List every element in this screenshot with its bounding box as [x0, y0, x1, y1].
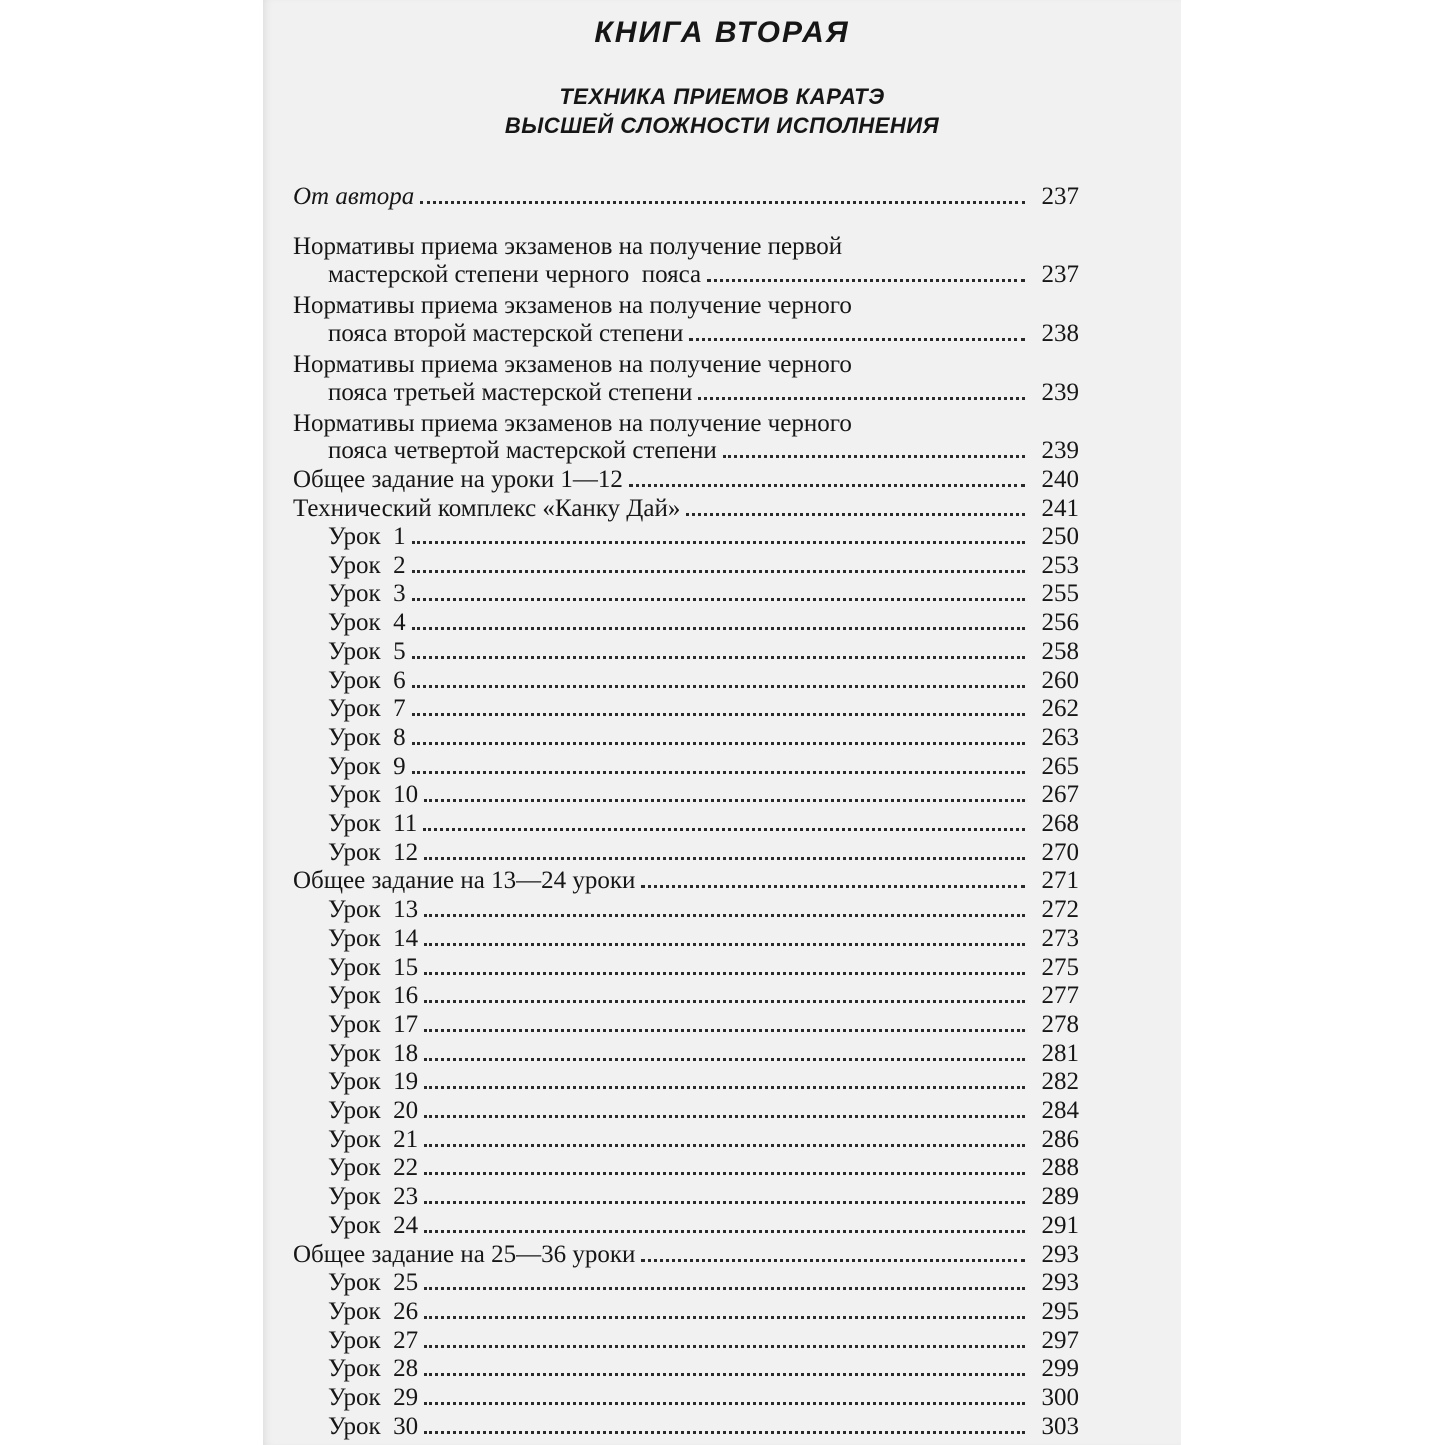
section-title-line-2: ВЫСШЕЙ СЛОЖНОСТИ ИСПОЛНЕНИЯ	[504, 113, 940, 138]
toc-entry-label: Урок 25	[328, 1269, 419, 1297]
toc-page-number: 262	[1041, 695, 1079, 723]
toc-page-number: 263	[1041, 723, 1079, 751]
toc-entry-label: От автора	[293, 183, 415, 210]
toc-entry-label: Урок 17	[328, 1010, 419, 1038]
toc-page-number: 271	[1041, 867, 1079, 895]
toc-entry-label: Урок 19	[328, 1068, 419, 1096]
dot-leader	[412, 598, 1025, 601]
dot-leader	[424, 1201, 1025, 1204]
toc-entry-label: Урок 12	[328, 838, 419, 866]
toc-entry-norms-2[interactable]	[328, 319, 1079, 348]
toc-page-number: 260	[1041, 666, 1079, 694]
toc-entry-lesson[interactable]	[328, 637, 1079, 666]
dot-leader	[420, 201, 1025, 204]
toc-entry-lesson[interactable]	[328, 551, 1079, 580]
toc-entry-label: Урок 22	[328, 1154, 419, 1182]
toc-page-number: 240	[1041, 466, 1079, 493]
toc-page-number: 255	[1041, 580, 1079, 608]
toc-page-number: 299	[1041, 1355, 1079, 1383]
dot-leader	[424, 1402, 1025, 1405]
dot-leader	[424, 914, 1025, 917]
toc-page-number: 256	[1041, 609, 1079, 637]
toc-entry-lesson[interactable]	[328, 1354, 1079, 1383]
toc-page-number: 241	[1041, 495, 1079, 522]
toc-page-number: 267	[1041, 781, 1079, 809]
toc-page-number: 258	[1041, 637, 1079, 665]
toc-entry-lesson[interactable]	[328, 752, 1079, 781]
dot-leader	[423, 828, 1025, 831]
dot-leader	[412, 771, 1025, 774]
toc-entry-lesson[interactable]	[328, 1125, 1079, 1154]
section-title-line-1: ТЕХНИКА ПРИЕМОВ КАРАТЭ	[559, 84, 885, 109]
toc-page-number: 291	[1041, 1211, 1079, 1239]
toc-entry-lesson[interactable]	[328, 1383, 1079, 1412]
toc-page-number: 293	[1041, 1269, 1079, 1297]
toc-entry-lesson[interactable]	[328, 723, 1079, 752]
toc-entry-label: Урок 11	[328, 810, 418, 837]
dot-leader	[424, 1431, 1025, 1434]
dot-leader	[412, 541, 1025, 544]
toc-page-number: 237	[1041, 261, 1079, 288]
toc-entry-task-13-24[interactable]	[293, 866, 1079, 895]
toc-page-number: 239	[1041, 437, 1079, 464]
toc-page-number: 265	[1041, 752, 1079, 780]
toc-entry-label: пояса третьей мастерской степени	[328, 379, 693, 406]
toc-entry-lesson[interactable]	[328, 895, 1079, 924]
dot-leader	[641, 885, 1025, 888]
toc-entry-label: Урок 7	[328, 695, 406, 723]
toc-entry-lesson[interactable]	[328, 522, 1079, 551]
toc-entry-label: Урок 16	[328, 982, 419, 1010]
dot-leader	[412, 570, 1025, 573]
toc-page-number: 282	[1041, 1068, 1079, 1096]
toc-entry-lesson[interactable]	[328, 579, 1079, 608]
toc-entry-lesson[interactable]	[328, 1268, 1079, 1297]
toc-entry-lesson[interactable]	[328, 1096, 1079, 1125]
toc-page-number: 278	[1041, 1010, 1079, 1038]
dot-leader	[689, 338, 1025, 341]
dot-leader	[424, 1058, 1025, 1061]
toc-entry-lesson[interactable]	[328, 780, 1079, 809]
toc-entry-label: пояса второй мастерской степени	[328, 320, 684, 347]
toc-entry-complex[interactable]	[293, 494, 1079, 523]
dot-leader	[424, 1086, 1025, 1089]
toc-entry-lesson[interactable]	[328, 953, 1079, 982]
toc-entry-norms-4[interactable]	[328, 436, 1079, 465]
dot-leader	[424, 799, 1025, 802]
toc-entry-lesson[interactable]	[328, 838, 1079, 867]
dot-leader	[412, 656, 1025, 659]
toc-entry-task-25-36[interactable]	[293, 1240, 1079, 1269]
toc-entry-label: Урок 20	[328, 1097, 419, 1124]
dot-leader	[412, 685, 1025, 688]
dot-leader	[424, 1287, 1025, 1290]
toc-entry-label: Общее задание на 25—36 уроки	[293, 1240, 636, 1268]
toc-entry-label-line-1[interactable]: Нормативы приема экзаменов на получение черного	[293, 351, 852, 378]
toc-page-number: 286	[1041, 1125, 1079, 1153]
dot-leader	[424, 1029, 1025, 1032]
toc-entry-label: Урок 1	[328, 523, 406, 550]
toc-entry-lesson[interactable]	[328, 1326, 1079, 1355]
toc-entry-label: Урок 26	[328, 1297, 419, 1325]
toc-entry-label: пояса четвертой мастерской степени	[328, 437, 717, 464]
toc-entry-lesson[interactable]	[328, 1182, 1079, 1211]
toc-entry-label: Урок 4	[328, 609, 406, 637]
toc-page-number: 250	[1041, 523, 1079, 550]
dot-leader	[424, 857, 1025, 860]
dot-leader	[424, 943, 1025, 946]
dot-leader	[424, 1172, 1025, 1175]
toc-entry-label: Урок 8	[328, 723, 406, 751]
dot-leader	[412, 627, 1025, 630]
toc-page-number: 272	[1041, 896, 1079, 924]
toc-entry-lesson[interactable]	[328, 924, 1079, 953]
toc-entry-label: Урок 5	[328, 637, 406, 665]
toc-entry-label: Урок 23	[328, 1183, 419, 1211]
toc-entry-label-line-1[interactable]: Нормативы приема экзаменов на получение черного	[293, 410, 852, 437]
toc-entry-norms-1[interactable]	[328, 260, 1079, 289]
toc-entry-label: Урок 30	[328, 1412, 419, 1440]
toc-entry-label: Урок 10	[328, 781, 419, 809]
toc-entry-label: Урок 13	[328, 896, 419, 924]
toc-entry-lesson[interactable]	[328, 608, 1079, 637]
toc-entry-label: Урок 27	[328, 1326, 419, 1354]
dot-leader	[424, 1345, 1025, 1348]
toc-entry-label: Урок 18	[328, 1039, 419, 1067]
dot-leader	[424, 1000, 1025, 1003]
toc-page-number: 288	[1041, 1154, 1079, 1182]
toc-entry-label: Технический комплекс «Канку Дай»	[293, 495, 681, 522]
toc-entry-task-1-12[interactable]	[293, 465, 1079, 494]
toc-page-number: 281	[1041, 1039, 1079, 1067]
toc-page-number: 303	[1041, 1412, 1079, 1440]
toc-entry-lesson[interactable]	[328, 1067, 1079, 1096]
toc-entry-label: Урок 24	[328, 1211, 419, 1239]
toc-entry-lesson[interactable]	[328, 1297, 1079, 1326]
dot-leader	[707, 279, 1025, 282]
dot-leader	[641, 1259, 1025, 1262]
toc-entry-label: Урок 2	[328, 551, 406, 579]
toc-page-number: 239	[1041, 379, 1079, 406]
toc-entry-label: Урок 14	[328, 924, 419, 952]
toc-entry-norms-3[interactable]	[328, 378, 1079, 407]
toc-entry-label-line-1[interactable]: Нормативы приема экзаменов на получение черного	[293, 292, 852, 319]
toc-entry-lesson[interactable]	[328, 666, 1079, 695]
toc-page-number: 295	[1041, 1297, 1079, 1325]
toc-page-number: 297	[1041, 1326, 1079, 1354]
dot-leader	[629, 484, 1025, 487]
dot-leader	[412, 713, 1025, 716]
toc-entry-lesson[interactable]	[328, 1010, 1079, 1039]
toc-entry-label: Урок 29	[328, 1384, 419, 1411]
dot-leader	[698, 397, 1025, 400]
toc-page-number: 237	[1041, 183, 1079, 210]
toc-entry-label: Урок 6	[328, 666, 406, 694]
toc-page-number: 270	[1041, 838, 1079, 866]
toc-page-number: 273	[1041, 924, 1079, 952]
toc-entry-lesson[interactable]	[328, 981, 1079, 1010]
dot-leader	[424, 1230, 1025, 1233]
dot-leader	[424, 972, 1025, 975]
dot-leader	[424, 1373, 1025, 1376]
toc-page-number: 268	[1041, 810, 1079, 837]
toc-entry-label: Общее задание на уроки 1—12	[293, 466, 623, 493]
dot-leader	[424, 1144, 1025, 1147]
toc-entry-lesson[interactable]	[328, 1039, 1079, 1068]
toc-page-number: 275	[1041, 953, 1079, 981]
toc-page-number: 277	[1041, 982, 1079, 1010]
toc-entry-lesson[interactable]	[328, 694, 1079, 723]
toc-entry-lesson[interactable]	[328, 1412, 1079, 1441]
toc-page-number: 293	[1041, 1240, 1079, 1268]
dot-leader	[412, 742, 1025, 745]
toc-entry-lesson[interactable]	[328, 1211, 1079, 1240]
toc-entry-from-author[interactable]	[293, 182, 1079, 211]
toc-page-number: 300	[1041, 1384, 1079, 1411]
book-page	[263, 0, 1181, 1445]
toc-entry-lesson[interactable]	[328, 809, 1079, 838]
dot-leader	[424, 1115, 1025, 1118]
table-of-contents	[263, 0, 1181, 1445]
toc-entry-label-line-1[interactable]: Нормативы приема экзаменов на получение первой	[293, 233, 843, 260]
toc-entry-label: Урок 3	[328, 580, 406, 608]
toc-entry-label: Урок 9	[328, 752, 406, 780]
dot-leader	[424, 1316, 1025, 1319]
toc-entry-lesson[interactable]	[328, 1153, 1079, 1182]
toc-page-number: 253	[1041, 551, 1079, 579]
dot-leader	[723, 455, 1025, 458]
book-title: КНИГА ВТОРАЯ	[594, 16, 850, 49]
toc-entry-label: Общее задание на 13—24 уроки	[293, 867, 636, 895]
toc-entry-label: Урок 15	[328, 953, 419, 981]
toc-entry-label: Урок 28	[328, 1355, 419, 1383]
toc-page-number: 284	[1041, 1097, 1079, 1124]
toc-entry-label: Урок 21	[328, 1125, 419, 1153]
toc-entry-label: мастерской степени черного пояса	[328, 261, 702, 288]
toc-page-number: 289	[1041, 1183, 1079, 1211]
toc-page-number: 238	[1041, 320, 1079, 347]
dot-leader	[686, 513, 1025, 516]
